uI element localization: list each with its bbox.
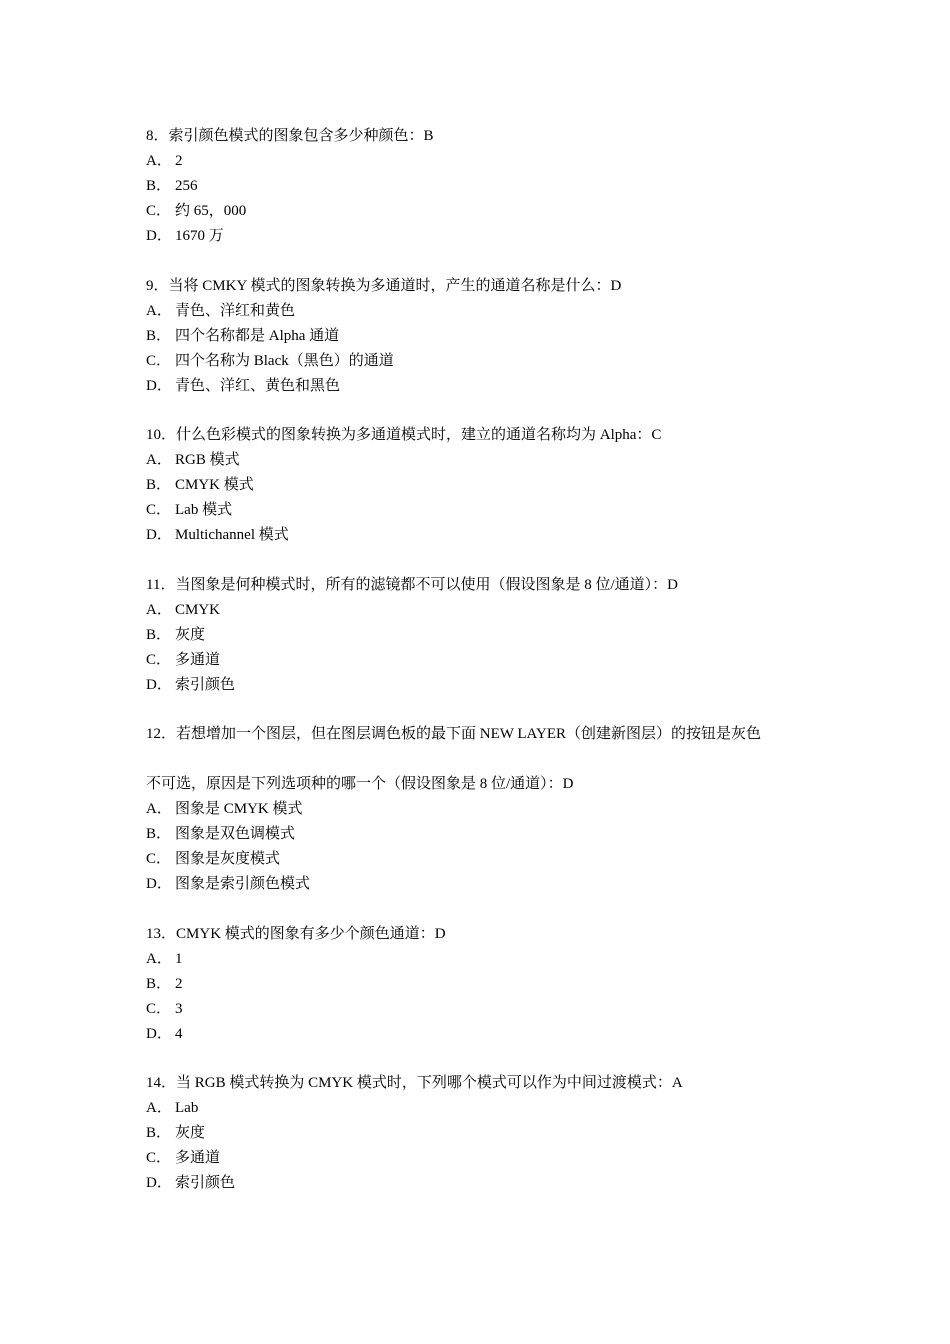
option-letter: B． <box>146 1125 172 1141</box>
option-text: 索引颜色 <box>175 1175 236 1191</box>
option-letter: B． <box>146 626 172 643</box>
option-text: 图象是双色调模式 <box>175 826 296 842</box>
option-text: 3 <box>175 1000 183 1017</box>
option-text: 1 <box>175 950 183 967</box>
answer-option <box>146 648 826 673</box>
question-block <box>146 1071 826 1196</box>
question-stem-text: 当将 CMKY 模式的图象转换为多通道时，产生的通道名称是什么：D <box>168 277 622 294</box>
option-letter: C． <box>146 1000 172 1017</box>
question-stem-line <box>146 722 826 747</box>
option-letter: A． <box>146 601 172 618</box>
option-text: 四个名称都是 Alpha 通道 <box>175 327 340 344</box>
option-text: 4 <box>175 1025 183 1042</box>
option-text: 四个名称为 Black（黑色）的通道 <box>175 352 394 369</box>
answer-option <box>146 374 826 399</box>
question-number: 13． <box>146 925 177 942</box>
option-letter: A． <box>146 801 172 817</box>
option-letter: D． <box>146 228 172 244</box>
option-letter: B． <box>146 178 172 194</box>
option-text: Multichannel 模式 <box>175 527 289 543</box>
answer-option <box>146 1022 826 1047</box>
answer-option <box>146 997 826 1022</box>
option-text: 多通道 <box>175 1150 221 1166</box>
question-stem-text: 不可选，原因是下列选项种的哪一个（假设图象是 8 位/通道）：D <box>146 776 574 792</box>
answer-option <box>146 623 826 648</box>
option-letter: B． <box>146 327 172 344</box>
question-stem-line <box>146 423 826 448</box>
question-stem-text: 当图象是何种模式时，所有的滤镜都不可以使用（假设图象是 8 位/通道）：D <box>175 576 678 593</box>
question-stem-line <box>146 124 826 149</box>
answer-option <box>146 523 826 548</box>
answer-option <box>146 324 826 349</box>
option-letter: C． <box>146 651 172 668</box>
option-text: 青色、洋红和黄色 <box>175 302 296 319</box>
option-text: 1670 万 <box>175 228 224 244</box>
question-block <box>146 274 826 399</box>
answer-option <box>146 349 826 374</box>
option-letter: D． <box>146 876 172 892</box>
answer-option <box>146 947 826 972</box>
answer-option <box>146 473 826 498</box>
option-text: CMYK <box>175 601 221 618</box>
option-letter: C． <box>146 203 172 219</box>
answer-option <box>146 822 826 847</box>
question-number: 9． <box>146 277 169 294</box>
question-block <box>146 722 826 897</box>
question-number: 8． <box>146 128 169 144</box>
question-stem-text: CMYK 模式的图象有多少个颜色通道：D <box>176 925 446 942</box>
option-text: 多通道 <box>175 651 221 668</box>
option-letter: A． <box>146 452 172 468</box>
question-stem-line <box>146 772 826 797</box>
answer-option <box>146 972 826 997</box>
option-text: 青色、洋红、黄色和黑色 <box>175 377 341 394</box>
option-text: 256 <box>175 178 198 194</box>
option-letter: C． <box>146 352 172 369</box>
question-stem-text: 什么色彩模式的图象转换为多通道模式时，建立的通道名称均为 Alpha：C <box>176 427 662 443</box>
question-number: 12． <box>146 726 177 742</box>
answer-option <box>146 797 826 822</box>
option-text: Lab <box>175 1100 199 1116</box>
answer-option <box>146 149 826 174</box>
question-stem-line <box>146 573 826 598</box>
option-letter: A． <box>146 950 172 967</box>
question-number: 11． <box>146 576 176 593</box>
option-letter: C． <box>146 1150 172 1166</box>
answer-option <box>146 598 826 623</box>
answer-option <box>146 224 826 249</box>
question-number: 14． <box>146 1075 177 1091</box>
answer-option <box>146 199 826 224</box>
option-text: 图象是灰度模式 <box>175 851 281 867</box>
option-letter: D． <box>146 377 172 394</box>
answer-option <box>146 1121 826 1146</box>
option-text: 图象是索引颜色模式 <box>175 876 311 892</box>
option-text: 2 <box>175 975 183 992</box>
question-stem-line <box>146 922 826 947</box>
option-letter: B． <box>146 477 172 493</box>
option-letter: A． <box>146 302 172 319</box>
option-letter: B． <box>146 826 172 842</box>
option-text: 灰度 <box>175 626 206 643</box>
answer-option <box>146 1096 826 1121</box>
question-stem-line <box>146 747 826 772</box>
question-block <box>146 573 826 698</box>
question-stem-line <box>146 274 826 299</box>
answer-option <box>146 673 826 698</box>
question-block <box>146 124 826 249</box>
answer-option <box>146 299 826 324</box>
option-text: 约 65，000 <box>175 203 247 219</box>
answer-option <box>146 498 826 523</box>
question-stem-text: 索引颜色模式的图象包含多少种颜色：B <box>168 128 434 144</box>
option-letter: D． <box>146 1175 172 1191</box>
option-text: Lab 模式 <box>175 502 233 518</box>
question-stem-text: 若想增加一个图层，但在图层调色板的最下面 NEW LAYER（创建新图层）的按钮是灰色 <box>176 726 762 742</box>
option-letter: C． <box>146 502 172 518</box>
option-letter: D． <box>146 527 172 543</box>
option-letter: D． <box>146 1025 172 1042</box>
question-block <box>146 423 826 548</box>
answer-option <box>146 174 826 199</box>
question-stem-text: 当 RGB 模式转换为 CMYK 模式时，下列哪个模式可以作为中间过渡模式：A <box>176 1075 683 1091</box>
answer-option <box>146 847 826 872</box>
option-text: 索引颜色 <box>175 676 236 693</box>
option-text: CMYK 模式 <box>175 477 254 493</box>
option-text: 图象是 CMYK 模式 <box>175 801 303 817</box>
answer-option <box>146 872 826 897</box>
question-number: 10． <box>146 427 177 443</box>
option-letter: D． <box>146 676 172 693</box>
option-text: 灰度 <box>175 1125 206 1141</box>
question-stem-line <box>146 1071 826 1096</box>
answer-option <box>146 448 826 473</box>
option-text: 2 <box>175 153 183 169</box>
option-letter: A． <box>146 153 172 169</box>
question-list <box>146 124 826 1221</box>
option-letter: C． <box>146 851 172 867</box>
answer-option <box>146 1171 826 1196</box>
option-letter: A． <box>146 1100 172 1116</box>
option-letter: B． <box>146 975 172 992</box>
answer-option <box>146 1146 826 1171</box>
question-block <box>146 922 826 1047</box>
option-text: RGB 模式 <box>175 452 240 468</box>
